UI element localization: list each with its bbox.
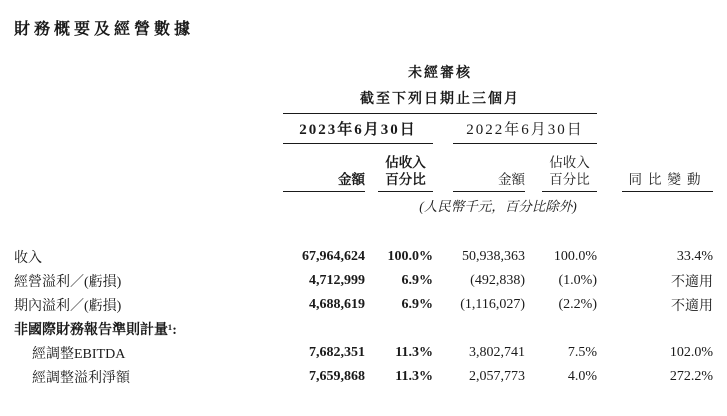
cell-pct-2023: 6.9% <box>401 273 433 288</box>
yoy-header: 同比變動 <box>622 143 713 191</box>
cell-pct-2023 <box>378 317 433 341</box>
row-label: 期內溢利／(虧損) <box>14 299 122 314</box>
cell-amount-2022: (492,838) <box>470 273 525 288</box>
table-row-adjusted-ebitda <box>14 341 713 365</box>
cell-pct-2023: 100.0% <box>387 249 433 264</box>
cell-pct-2022: 100.0% <box>553 249 598 264</box>
row-label: 經調整EBITDA <box>32 347 126 362</box>
cell-amount-2023: 7,682,351 <box>309 345 365 360</box>
cell-pct-2022: (1.0%) <box>558 273 598 288</box>
table-row-non-ifrs-heading <box>14 317 713 341</box>
unaudited-label: 未經審核 <box>408 66 472 81</box>
pct-header-2022 <box>542 143 597 191</box>
cell-amount-2022: 2,057,773 <box>469 369 525 384</box>
financial-summary-table <box>14 61 713 389</box>
pct-header-line2: 百分比 <box>549 171 590 187</box>
row-label: 經營溢利／(虧損) <box>14 275 122 290</box>
amount-header-2023: 金額 <box>283 143 365 191</box>
period-label: 截至下列日期止三個月 <box>283 83 597 113</box>
cell-amount-2022: 50,938,363 <box>462 249 525 264</box>
cell-yoy: 不適用 <box>671 275 714 290</box>
cell-amount-2023 <box>283 317 365 341</box>
cell-yoy <box>622 317 713 341</box>
cell-yoy: 33.4% <box>676 249 714 264</box>
cell-yoy: 不適用 <box>671 299 714 314</box>
table-row-revenue <box>14 245 713 269</box>
cell-amount-2023: 4,712,999 <box>309 273 365 288</box>
cell-pct-2022: 7.5% <box>567 345 598 360</box>
row-label: 收入 <box>14 251 42 266</box>
cell-amount-2022: (1,116,027) <box>460 297 525 312</box>
header-row-unaudited <box>14 61 713 83</box>
unit-note-row <box>14 191 713 219</box>
pct-header-line1: 佔收入 <box>385 154 426 170</box>
cell-pct-2023: 11.3% <box>395 345 433 360</box>
date-header-2022: 2022年6月30日 <box>453 113 597 143</box>
cell-pct-2023: 11.3% <box>395 369 433 384</box>
cell-amount-2023: 4,688,619 <box>309 297 365 312</box>
cell-pct-2022: 4.0% <box>567 369 598 384</box>
cell-amount-2022: 3,802,741 <box>469 345 525 360</box>
cell-pct-2022: (2.2%) <box>558 297 598 312</box>
spacer-row <box>14 219 713 245</box>
pct-header-line2: 百分比 <box>385 171 426 187</box>
cell-amount-2023: 67,964,624 <box>302 249 365 264</box>
header-row-dates <box>14 113 713 143</box>
page-title: 財務概要及經營數據 <box>14 21 195 38</box>
cell-pct-2023: 6.9% <box>401 297 433 312</box>
table-row-operating-profit <box>14 269 713 293</box>
table-row-period-profit <box>14 293 713 317</box>
header-row-columns <box>14 143 713 191</box>
unit-note: (人民幣千元，百分比除外) <box>419 199 577 215</box>
row-label: 非國際財務報告準則計量¹: <box>14 323 177 338</box>
header-row-period <box>14 83 713 113</box>
table-row-adjusted-net-profit <box>14 365 713 389</box>
row-label: 經調整溢利淨額 <box>32 371 130 386</box>
cell-amount-2023: 7,659,868 <box>309 369 365 384</box>
cell-pct-2022 <box>542 317 597 341</box>
pct-header-line1: 佔收入 <box>549 154 590 170</box>
pct-header-2023 <box>378 143 433 191</box>
amount-header-2022: 金額 <box>453 143 525 191</box>
date-header-2023: 2023年6月30日 <box>283 113 433 143</box>
cell-yoy: 102.0% <box>669 345 714 360</box>
cell-yoy: 272.2% <box>669 369 714 384</box>
cell-amount-2022 <box>453 317 525 341</box>
